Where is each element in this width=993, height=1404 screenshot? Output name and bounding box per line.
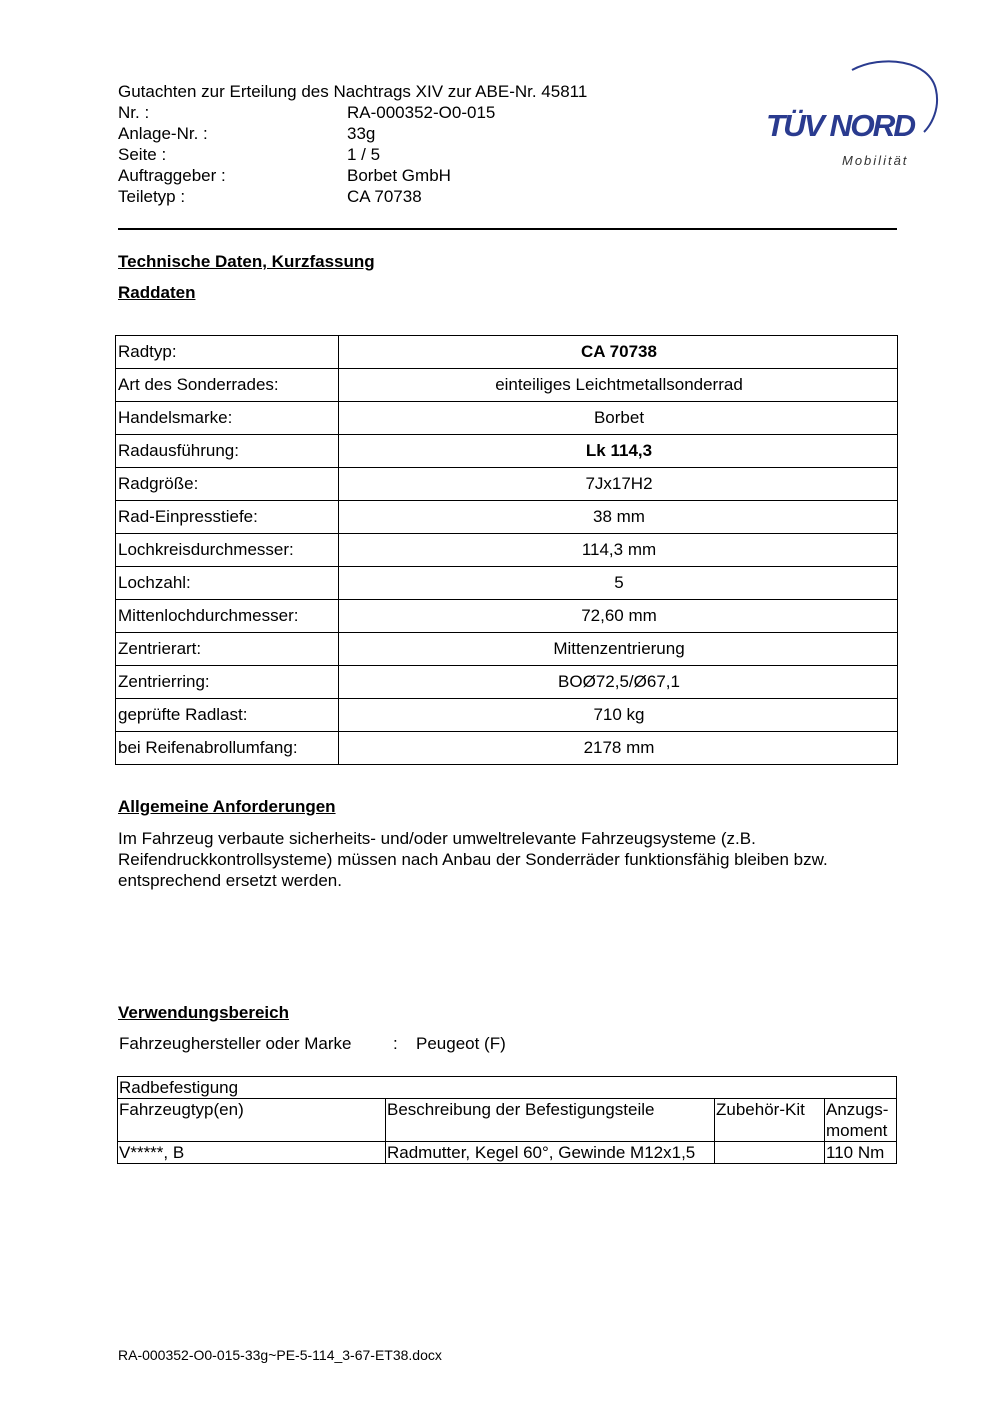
table-row (116, 534, 898, 567)
row-label: Radausführung: (116, 435, 339, 468)
row-value: einteiliges Leichtmetallsonderrad (339, 369, 898, 402)
header-field-label: Nr. : (118, 103, 150, 122)
table-row (116, 633, 898, 666)
row-label: Zentrierring: (116, 666, 339, 699)
table-row (116, 600, 898, 633)
header-field-label: Anlage-Nr. : (118, 124, 208, 143)
row-label: geprüfte Radlast: (116, 699, 339, 732)
vehicle-maker-label: Fahrzeughersteller oder Marke (119, 1034, 352, 1053)
header-divider (118, 228, 897, 230)
radbefestigung-table (117, 1076, 897, 1164)
row-value: CA 70738 (339, 336, 898, 369)
row-value: 5 (339, 567, 898, 600)
header-field-nr (118, 102, 495, 123)
heading-verwendungsbereich: Verwendungsbereich (118, 1003, 289, 1022)
row-label: Rad-Einpresstiefe: (116, 501, 339, 534)
table-cell: Radmutter, Kegel 60°, Gewinde M12x1,5 (386, 1142, 715, 1164)
heading-allgemeine-anforderungen: Allgemeine Anforderungen (118, 797, 336, 816)
table-cell: 110 Nm (825, 1142, 897, 1164)
table-row (116, 336, 898, 369)
header-field-label: Teiletyp : (118, 187, 186, 206)
row-value: 710 kg (339, 699, 898, 732)
row-value: Mittenzentrierung (339, 633, 898, 666)
header-fields (118, 102, 495, 207)
table-cell (715, 1142, 825, 1164)
column-header: Fahrzeugtyp(en) (118, 1099, 386, 1142)
allgemeine-anforderungen-text: Im Fahrzeug verbaute sicherheits- und/oder umweltrelevante Fahrzeugsysteme (z.B. Reifendruckkontrollsysteme) müssen nach Anbau der Sonderräder funktionsfähig bleiben bzw. entsprechend ersetzt werden. (118, 829, 828, 890)
vehicle-maker-colon: : (393, 1034, 398, 1053)
table-row (116, 369, 898, 402)
column-header: Beschreibung der Befestigungsteile (386, 1099, 715, 1142)
table-row (116, 402, 898, 435)
table-row (116, 699, 898, 732)
row-label: Radgröße: (116, 468, 339, 501)
vehicle-maker-line (119, 1034, 506, 1054)
header-field-anlage (118, 123, 495, 144)
row-value: 2178 mm (339, 732, 898, 765)
row-value: 7Jx17H2 (339, 468, 898, 501)
table-row (116, 468, 898, 501)
table-row (116, 732, 898, 765)
row-value: BOØ72,5/Ø67,1 (339, 666, 898, 699)
column-header: Zubehör-Kit (715, 1099, 825, 1142)
row-label: Lochzahl: (116, 567, 339, 600)
row-label: Mittenlochdurchmesser: (116, 600, 339, 633)
vehicle-maker-value: Peugeot (F) (416, 1034, 506, 1053)
table-row (116, 567, 898, 600)
row-label: Zentrierart: (116, 633, 339, 666)
heading-technische-daten: Technische Daten, Kurzfassung (118, 252, 375, 271)
header-field-label: Seite : (118, 145, 167, 164)
row-value: 72,60 mm (339, 600, 898, 633)
header-field-value: RA-000352-O0-015 (347, 103, 496, 122)
table-row (116, 666, 898, 699)
document-title: Gutachten zur Erteilung des Nachtrags XIV zur ABE-Nr. 45811 (118, 82, 588, 101)
row-label: bei Reifenabrollumfang: (116, 732, 339, 765)
table-cell: V*****, B (118, 1142, 386, 1164)
header-field-label: Auftraggeber : (118, 166, 226, 185)
header-field-value: 1 / 5 (347, 145, 381, 164)
table-title-row (118, 1077, 897, 1099)
row-value: Borbet (339, 402, 898, 435)
header-field-teiletyp (118, 186, 495, 207)
row-label: Handelsmarke: (116, 402, 339, 435)
table-title: Radbefestigung (118, 1077, 897, 1099)
row-label: Art des Sonderrades: (116, 369, 339, 402)
column-header: Anzugs-moment (825, 1099, 897, 1142)
svg-text:TÜV NORD: TÜV NORD (766, 108, 916, 143)
footer-filename: RA-000352-O0-015-33g~PE-5-114_3-67-ET38.docx (118, 1347, 442, 1363)
header-field-value: CA 70738 (347, 187, 422, 206)
row-value: 114,3 mm (339, 534, 898, 567)
header-field-value: 33g (347, 124, 376, 143)
header-field-seite (118, 144, 495, 165)
table-row (116, 435, 898, 468)
raddaten-table (115, 335, 898, 765)
header-field-value: Borbet GmbH (347, 166, 451, 185)
table-header-row (118, 1099, 897, 1142)
header-field-auftraggeber (118, 165, 495, 186)
row-label: Radtyp: (116, 336, 339, 369)
heading-raddaten: Raddaten (118, 283, 196, 302)
row-label: Lochkreisdurchmesser: (116, 534, 339, 567)
svg-text:Mobilität: Mobilität (842, 153, 909, 168)
row-value: 38 mm (339, 501, 898, 534)
row-value: Lk 114,3 (339, 435, 898, 468)
table-row (118, 1142, 897, 1164)
tuv-nord-logo (760, 56, 950, 176)
table-row (116, 501, 898, 534)
